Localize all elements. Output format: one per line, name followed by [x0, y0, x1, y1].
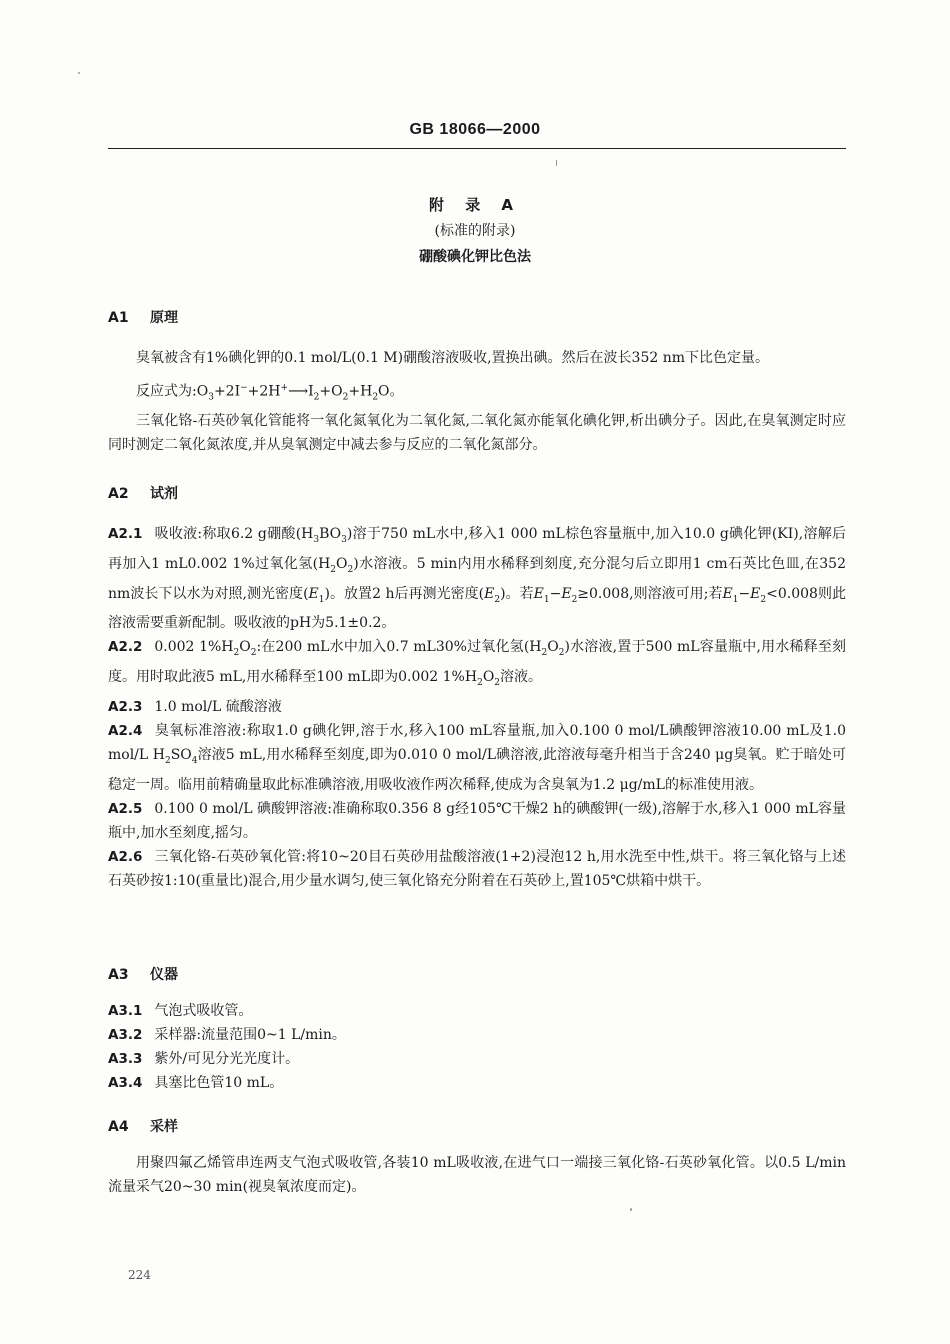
section-a4 [108, 1115, 846, 1199]
instrument-a3-2: A3.2 采样器:流量范围0~1 L/min。 [108, 1027, 346, 1043]
section-heading-a1: A1 原理 [108, 310, 178, 326]
section-a3 [108, 963, 846, 1095]
a1-reaction-equation: 反应式为$:O_3+2I^-+2H^+⟶I_2+O_2+H_2O$。 [136, 383, 404, 403]
scan-speck [78, 72, 80, 74]
instrument-a3-4: A3.4 具塞比色管10 mL。 [108, 1075, 284, 1091]
scan-speck [556, 160, 557, 166]
appendix-type: (标准的附录) [434, 223, 516, 239]
reagent-a2-4: A2.4 臭氧标准溶液:称取1.0 g碘化钾,溶于水,移入100 mL容量瓶,加入0.100 0 mol/L碘酸钾溶液10.00 mL及1.0 mol/L $H_2SO_4$溶液5 mL,用水稀释至刻度,即为0.010 0 mol/L碘溶液,此溶液每毫升相当于含240 μg臭氧。贮于暗处可稳定一周。临用前精确量取此标准碘溶液,用吸收液作两次稀释,使成为含臭氧为1.2 μg/mL的标准使用液。 [108, 722, 846, 793]
standard-code-header: GB 18066—2000 [409, 121, 541, 138]
section-heading-a4: A4 采样 [108, 1119, 178, 1135]
a4-paragraph-1: 用聚四氟乙烯管串连两支气泡式吸收管,各装10 mL吸收液,在进气口一端接三氧化铬-石英砂氧化管。以0.5 L/min流量采气20~30 min(视臭氧浓度而定)。 [108, 1155, 846, 1195]
a1-paragraph-3: 三氧化铬-石英砂氧化管能将一氧化氮氧化为二氧化氮,二氧化氮亦能氧化碘化钾,析出碘分子。因此,在臭氧测定时应同时测定二氧化氮浓度,并从臭氧测定中减去参与反应的二氧化氮部分。 [108, 413, 846, 454]
section-a2 [108, 482, 846, 893]
section-a1 [108, 306, 846, 457]
appendix-title-block [0, 192, 950, 270]
header-rule [108, 148, 846, 149]
reagent-a2-6: A2.6 三氧化铬-石英砂氧化管:将10~20目石英砂用盐酸溶液(1+2)浸泡12 h,用水洗至中性,烘干。将三氧化铬与上述石英砂按1:10(重量比)混合,用少量水调匀,使三氧化铬充分附着在石英砂上,置105℃烘箱中烘干。 [108, 848, 846, 889]
a1-paragraph-1: 臭氧被含有1%碘化钾的0.1 mol/L(0.1 M)硼酸溶液吸收,置换出碘。然后在波长352 nm下比色定量。 [136, 350, 770, 366]
section-heading-a2: A2 试剂 [108, 486, 178, 502]
reagent-a2-2: A2.2 0.002 $1\%H_2O_2$:在200 mL水中加入0.7 mL30%过氧化氢$(H_2O_2)$水溶液,置于500 mL容量瓶中,用水稀释至刻度。用时取此液5 mL,用水稀释至100 mL即为0.002 $1\%H_2O_2$溶液。 [108, 639, 847, 688]
reaction-prefix: 反应式为: [136, 383, 197, 400]
page-number: 224 [128, 1268, 151, 1282]
section-heading-a3: A3 仪器 [108, 967, 178, 983]
appendix-label: 附 录 A [428, 196, 522, 214]
reagent-a2-1: A2.1 吸收液:称取6.2 g硼酸$(H_3BO_3)$溶于750 mL水中,移入1 000 mL棕色容量瓶中,加入10.0 g碘化钾(KI),溶解后再加入1 mL0.002 1%过氧化氢$(H_2O_2)$水溶液。5 min内用水稀释到刻度,充分混匀后立即用1 cm石英比色皿,在352 nm波长下以水为对照,测光密度$(E_1)$。放置2 h后再测光密度$(E_2)$。若$E_1-E_2\ge 0.008$,则溶液可用;若$E_1-E_2<0.008$则此溶液需要重新配制。吸收液的pH为5.1±0.2。 [108, 526, 846, 632]
scan-speck [630, 1208, 632, 1211]
reagent-a2-5: A2.5 0.100 0 mol/L 碘酸钾溶液:准确称取0.356 8 g经105℃干燥2 h的碘酸钾(一级),溶解于水,移入1 000 mL容量瓶中,加水至刻度,摇匀。 [108, 800, 846, 841]
reagent-a2-3: A2.3 1.0 mol/L 硫酸溶液 [108, 698, 282, 715]
method-title: 硼酸碘化钾比色法 [419, 249, 531, 265]
instrument-a3-3: A3.3 紫外/可见分光光度计。 [108, 1051, 300, 1067]
instrument-a3-1: A3.1 气泡式吸收管。 [108, 1003, 253, 1019]
